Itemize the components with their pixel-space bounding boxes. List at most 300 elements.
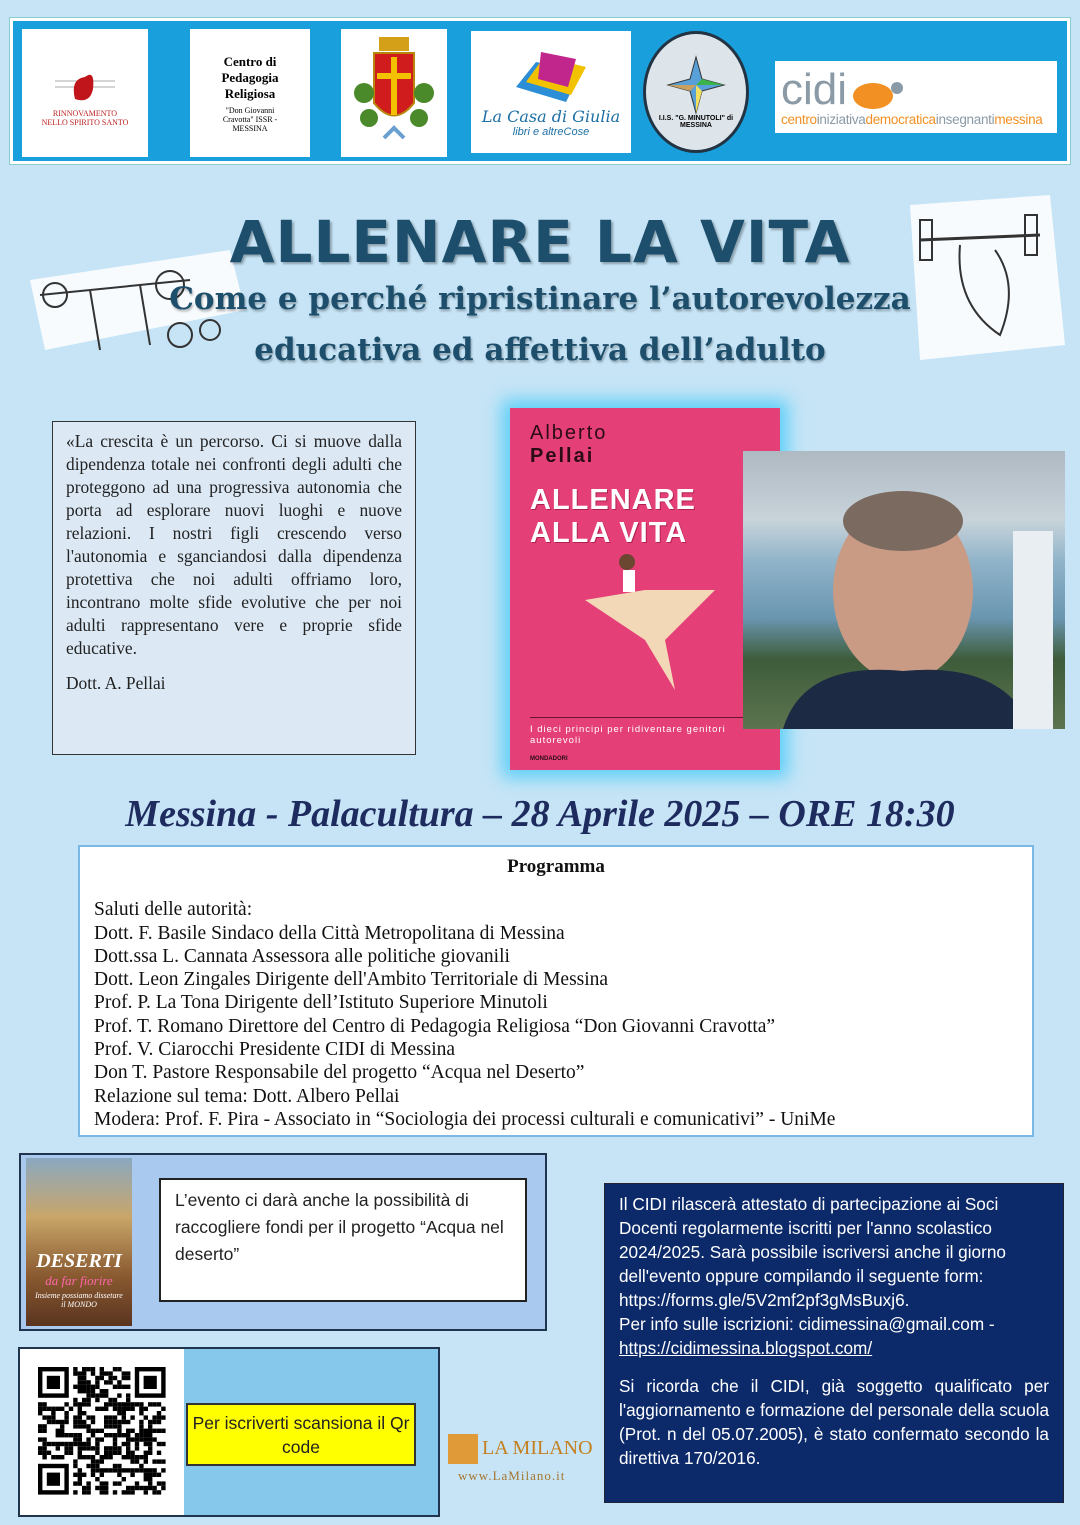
qr-module — [113, 1402, 117, 1406]
qr-module — [122, 1490, 126, 1494]
lamilano-logo-icon — [448, 1434, 478, 1464]
qr-module — [152, 1490, 156, 1494]
qr-module — [100, 1389, 104, 1393]
qr-module — [91, 1420, 95, 1424]
cidi-blog-link[interactable]: https://cidimessina.blogspot.com/ — [619, 1338, 873, 1358]
qr-module — [161, 1429, 165, 1433]
qr-module — [51, 1442, 55, 1446]
qr-module — [126, 1486, 130, 1490]
qr-module — [91, 1433, 95, 1437]
qr-module — [148, 1424, 152, 1428]
qr-module — [73, 1367, 77, 1371]
qr-module — [56, 1446, 60, 1450]
qr-module — [82, 1490, 86, 1494]
qr-module — [144, 1442, 148, 1446]
qr-module — [148, 1437, 152, 1441]
qr-module — [117, 1451, 121, 1455]
qr-module — [144, 1455, 148, 1459]
qr-module — [122, 1407, 126, 1411]
qr-module — [73, 1481, 77, 1485]
qr-module — [135, 1433, 139, 1437]
qr-module — [95, 1398, 99, 1402]
qr-module — [78, 1442, 82, 1446]
deserti-book-cover: DESERTI da far fiorire Insieme possiamo dissetare il MONDO — [26, 1158, 132, 1326]
qr-module — [78, 1446, 82, 1450]
qr-module — [157, 1402, 161, 1406]
qr-module — [47, 1442, 51, 1446]
qr-module — [144, 1437, 148, 1441]
qr-module — [91, 1389, 95, 1393]
qr-module — [113, 1385, 117, 1389]
qr-module — [91, 1459, 95, 1463]
qr-module — [60, 1429, 64, 1433]
qr-module — [144, 1429, 148, 1433]
qr-module — [100, 1490, 104, 1494]
qr-module — [117, 1367, 121, 1371]
qr-module — [38, 1407, 42, 1411]
programma-heading: Programma — [507, 856, 605, 877]
qr-module — [82, 1376, 86, 1380]
qr-module — [130, 1473, 134, 1477]
qr-module — [157, 1411, 161, 1415]
qr-module — [78, 1385, 82, 1389]
qr-module — [78, 1411, 82, 1415]
qr-module — [82, 1424, 86, 1428]
qr-module — [38, 1446, 42, 1450]
qr-module — [64, 1415, 68, 1419]
qr-module — [42, 1429, 46, 1433]
turtle-icon — [847, 70, 907, 110]
qr-module — [86, 1398, 90, 1402]
qr-module — [148, 1473, 152, 1477]
qr-module — [104, 1393, 108, 1397]
cidi-info-qualifica: Si ricorda che il CIDI, già soggetto qualificato per l'aggiornamento e formazione del personale della scuola (Prot. n del 05.07.2005), è stato confermato secondo la direttiva 170/2016. — [619, 1376, 1049, 1468]
qr-module — [135, 1486, 139, 1490]
qr-module — [82, 1402, 86, 1406]
qr-module — [113, 1407, 117, 1411]
qr-module — [86, 1481, 90, 1485]
minutoli-logo: I.I.S. "G. MINUTOLI" di MESSINA — [643, 31, 749, 153]
qr-module — [38, 1437, 42, 1441]
qr-module — [113, 1451, 117, 1455]
qr-module — [126, 1407, 130, 1411]
qr-module — [38, 1402, 42, 1406]
qr-module — [60, 1420, 64, 1424]
qr-module — [69, 1407, 73, 1411]
qr-module — [104, 1468, 108, 1472]
qr-module — [78, 1389, 82, 1393]
qr-module — [56, 1420, 60, 1424]
qr-module — [161, 1481, 165, 1485]
qr-module — [82, 1371, 86, 1375]
casa-di-giulia-logo: La Casa di Giulia libri e altreCose — [471, 31, 631, 153]
dove-icon — [55, 59, 115, 109]
qr-module — [64, 1442, 68, 1446]
qr-module — [100, 1481, 104, 1485]
qr-code[interactable] — [20, 1349, 184, 1515]
qr-module — [139, 1420, 143, 1424]
subtitle-line-2: educativa ed affettiva dell’adulto — [254, 332, 826, 368]
qr-module — [73, 1442, 77, 1446]
qr-module — [78, 1424, 82, 1428]
qr-module — [130, 1437, 134, 1441]
qr-module — [108, 1415, 112, 1419]
qr-module — [148, 1446, 152, 1450]
qr-module — [104, 1380, 108, 1384]
qr-module — [64, 1446, 68, 1450]
qr-module — [126, 1420, 130, 1424]
qr-module — [117, 1429, 121, 1433]
qr-module — [82, 1367, 86, 1371]
qr-module — [104, 1455, 108, 1459]
qr-module — [117, 1420, 121, 1424]
qr-module — [104, 1446, 108, 1450]
qr-module — [108, 1420, 112, 1424]
qr-module — [86, 1455, 90, 1459]
qr-module — [117, 1424, 121, 1428]
qr-module — [78, 1433, 82, 1437]
qr-module — [117, 1411, 121, 1415]
qr-module — [144, 1477, 148, 1481]
qr-module — [135, 1442, 139, 1446]
qr-module — [157, 1451, 161, 1455]
qr-module — [113, 1490, 117, 1494]
qr-module — [100, 1376, 104, 1380]
qr-module — [135, 1455, 139, 1459]
qr-module — [51, 1420, 55, 1424]
qr-module — [95, 1468, 99, 1472]
qr-module — [73, 1433, 77, 1437]
cidi-info-attestato: Il CIDI rilascerà attestato di partecipazione ai Soci Docenti regolarmente iscritti per l'anno scolastico 2024/2025. Sarà possibile iscriversi anche il giorno dell'evento oppure compilando il seguente form: https://forms.gle/5V2mf2pf3gMsBuxj6. — [619, 1194, 1006, 1310]
qr-module — [78, 1455, 82, 1459]
qr-finder-module — [47, 1473, 60, 1486]
qr-module — [86, 1429, 90, 1433]
qr-module — [95, 1486, 99, 1490]
qr-module — [113, 1446, 117, 1450]
qr-module — [69, 1442, 73, 1446]
qr-module — [152, 1437, 156, 1441]
qr-module — [135, 1459, 139, 1463]
qr-module — [161, 1486, 165, 1490]
qr-module — [73, 1437, 77, 1441]
qr-module — [104, 1451, 108, 1455]
qr-module — [126, 1398, 130, 1402]
qr-module — [100, 1407, 104, 1411]
qr-module — [95, 1437, 99, 1441]
qr-module — [148, 1451, 152, 1455]
qr-module — [144, 1473, 148, 1477]
qr-module — [64, 1451, 68, 1455]
programma-item: Moderа: Prof. F. Pira - Associato in “Sociologia dei processi culturali e comunicativi” - UniMe — [94, 1108, 836, 1130]
qr-module — [108, 1468, 112, 1472]
qr-module — [100, 1459, 104, 1463]
qr-module — [42, 1402, 46, 1406]
qr-module — [113, 1415, 117, 1419]
qr-module — [139, 1429, 143, 1433]
programma-item: Prof. P. La Tona Dirigente dell’Istituto Superiore Minutoli — [94, 992, 548, 1014]
qr-module — [135, 1481, 139, 1485]
centro-pedagogia-logo: Centro di Pedagogia Religiosa "Don Giovanni Cravotta" ISSR - MESSINA — [190, 29, 310, 157]
qr-module — [95, 1459, 99, 1463]
qr-module — [104, 1415, 108, 1419]
messina-coat-of-arms — [341, 29, 447, 157]
qr-module — [86, 1367, 90, 1371]
qr-module — [122, 1442, 126, 1446]
qr-module — [161, 1442, 165, 1446]
programma-item: Prof. V. Ciarocchi Presidente CIDI di Messina — [94, 1039, 456, 1061]
qr-module — [86, 1437, 90, 1441]
qr-module — [148, 1433, 152, 1437]
qr-module — [104, 1490, 108, 1494]
qr-module — [64, 1433, 68, 1437]
qr-module — [95, 1393, 99, 1397]
qr-module — [86, 1446, 90, 1450]
qr-module — [91, 1473, 95, 1477]
qr-module — [108, 1424, 112, 1428]
qr-module — [108, 1371, 112, 1375]
qr-module — [95, 1464, 99, 1468]
qr-module — [117, 1481, 121, 1485]
qr-module — [42, 1451, 46, 1455]
qr-module — [117, 1433, 121, 1437]
qr-module — [78, 1420, 82, 1424]
qr-module — [144, 1451, 148, 1455]
qr-module — [86, 1424, 90, 1428]
qr-module — [152, 1415, 156, 1419]
qr-module — [152, 1459, 156, 1463]
qr-module — [139, 1407, 143, 1411]
qr-module — [42, 1442, 46, 1446]
qr-module — [95, 1380, 99, 1384]
qr-module — [104, 1407, 108, 1411]
qr-module — [126, 1446, 130, 1450]
qr-module — [56, 1429, 60, 1433]
qr-module — [139, 1437, 143, 1441]
qr-module — [130, 1490, 134, 1494]
qr-module — [78, 1415, 82, 1419]
programma-item: Don T. Pastore Responsabile del progetto “Acqua nel Deserto” — [94, 1062, 585, 1084]
qr-module — [122, 1415, 126, 1419]
qr-module — [86, 1385, 90, 1389]
qr-module — [82, 1455, 86, 1459]
qr-module — [38, 1411, 42, 1415]
qr-module — [122, 1376, 126, 1380]
qr-module — [117, 1407, 121, 1411]
qr-module — [130, 1429, 134, 1433]
qr-module — [78, 1402, 82, 1406]
cidi-info-contact: Per info sulle iscrizioni: cidimessina@gmail.com - — [619, 1314, 995, 1334]
qr-module — [95, 1446, 99, 1450]
qr-module — [51, 1415, 55, 1419]
qr-module — [113, 1367, 117, 1371]
qr-module — [108, 1376, 112, 1380]
qr-module — [73, 1473, 77, 1477]
qr-module — [78, 1481, 82, 1485]
qr-module — [126, 1371, 130, 1375]
qr-module — [104, 1371, 108, 1375]
qr-module — [73, 1420, 77, 1424]
qr-module — [47, 1415, 51, 1419]
event-date-location: Messina - Palacultura – 28 Aprile 2025 – ORE 18:30 — [125, 793, 955, 835]
qr-module — [78, 1437, 82, 1441]
book-icon — [506, 47, 596, 107]
origami-bird-illustration — [585, 550, 725, 700]
qr-module — [108, 1451, 112, 1455]
qr-module — [152, 1429, 156, 1433]
quote-author: Dott. A. Pellai — [66, 673, 166, 693]
programma-item: Relazione sul tema: Dott. Albero Pellai — [94, 1085, 400, 1107]
qr-module — [82, 1389, 86, 1393]
qr-module — [122, 1402, 126, 1406]
programma-item: Prof. T. Romano Direttore del Centro di Pedagogia Religiosa “Don Giovanni Cravotta” — [94, 1015, 776, 1037]
programma-item: Dott. Leon Zingales Dirigente dell'Ambito Territoriale di Messina — [94, 969, 609, 991]
qr-module — [82, 1486, 86, 1490]
qr-module — [157, 1481, 161, 1485]
qr-module — [104, 1481, 108, 1485]
qr-module — [86, 1402, 90, 1406]
qr-module — [148, 1402, 152, 1406]
qr-module — [86, 1486, 90, 1490]
qr-module — [95, 1451, 99, 1455]
qr-module — [117, 1473, 121, 1477]
qr-module — [144, 1486, 148, 1490]
qr-module — [38, 1451, 42, 1455]
qr-module — [78, 1473, 82, 1477]
qr-module — [100, 1393, 104, 1397]
qr-module — [73, 1385, 77, 1389]
qr-module — [82, 1380, 86, 1384]
programma-box — [78, 845, 1034, 1137]
qr-module — [82, 1420, 86, 1424]
qr-module — [144, 1415, 148, 1419]
qr-module — [148, 1468, 152, 1472]
qr-module — [82, 1411, 86, 1415]
qr-module — [42, 1415, 46, 1419]
qr-module — [47, 1420, 51, 1424]
qr-module — [64, 1420, 68, 1424]
rinnovamento-logo: RINNOVAMENTO NELLO SPIRITO SANTO — [22, 29, 148, 157]
qr-module — [157, 1420, 161, 1424]
qr-module — [108, 1402, 112, 1406]
qr-module — [113, 1481, 117, 1485]
programma-list — [94, 898, 1018, 1131]
qr-module — [152, 1420, 156, 1424]
book-cover: Alberto Pellai ALLENARE ALLA VITA I dieci principi per ridiventare genitori autorevoli MONDADORI — [510, 408, 780, 770]
qr-module — [91, 1393, 95, 1397]
qr-module — [161, 1468, 165, 1472]
qr-module — [139, 1424, 143, 1428]
qr-module — [60, 1433, 64, 1437]
qr-module — [122, 1468, 126, 1472]
qr-instruction-label: Per iscriverti scansiona il Qr code — [186, 1403, 416, 1466]
qr-module — [95, 1429, 99, 1433]
qr-module — [157, 1429, 161, 1433]
qr-module — [91, 1455, 95, 1459]
qr-module — [56, 1433, 60, 1437]
qr-module — [122, 1420, 126, 1424]
qr-module — [73, 1490, 77, 1494]
programma-item: Saluti delle autorità: — [94, 899, 253, 921]
qr-module — [108, 1455, 112, 1459]
qr-module — [117, 1393, 121, 1397]
qr-module — [117, 1464, 121, 1468]
qr-module — [108, 1380, 112, 1384]
qr-finder-module — [47, 1376, 60, 1389]
qr-module — [91, 1415, 95, 1419]
qr-module — [148, 1486, 152, 1490]
cidi-info-box — [604, 1183, 1064, 1503]
qr-module — [157, 1459, 161, 1463]
qr-module — [161, 1407, 165, 1411]
qr-module — [100, 1473, 104, 1477]
qr-module — [113, 1424, 117, 1428]
qr-module — [82, 1473, 86, 1477]
qr-module — [144, 1433, 148, 1437]
qr-module — [126, 1402, 130, 1406]
qr-module — [73, 1398, 77, 1402]
qr-module — [91, 1446, 95, 1450]
qr-module — [91, 1429, 95, 1433]
qr-module — [139, 1402, 143, 1406]
qr-module — [100, 1429, 104, 1433]
qr-module — [130, 1486, 134, 1490]
qr-module — [113, 1437, 117, 1441]
qr-module — [86, 1380, 90, 1384]
qr-module — [130, 1402, 134, 1406]
qr-module — [100, 1367, 104, 1371]
qr-module — [95, 1477, 99, 1481]
qr-module — [42, 1437, 46, 1441]
qr-module — [113, 1442, 117, 1446]
qr-module — [130, 1451, 134, 1455]
qr-module — [100, 1371, 104, 1375]
qr-module — [60, 1424, 64, 1428]
author-photo — [743, 451, 1065, 729]
qr-module — [122, 1433, 126, 1437]
qr-module — [122, 1455, 126, 1459]
qr-module — [69, 1451, 73, 1455]
qr-module — [86, 1389, 90, 1393]
qr-module — [113, 1376, 117, 1380]
qr-module — [126, 1451, 130, 1455]
qr-module — [126, 1376, 130, 1380]
qr-module — [73, 1424, 77, 1428]
programma-item: Dott.ssa L. Cannata Assessora alle politiche giovanili — [94, 945, 510, 967]
qr-module — [86, 1490, 90, 1494]
qr-module — [64, 1411, 68, 1415]
qr-module — [51, 1407, 55, 1411]
qr-module — [113, 1398, 117, 1402]
qr-module — [152, 1402, 156, 1406]
qr-module — [148, 1477, 152, 1481]
qr-module — [130, 1468, 134, 1472]
qr-module — [78, 1380, 82, 1384]
qr-module — [73, 1402, 77, 1406]
qr-module — [91, 1371, 95, 1375]
coat-of-arms-icon — [349, 33, 439, 153]
qr-module — [104, 1433, 108, 1437]
qr-module — [148, 1429, 152, 1433]
qr-module — [126, 1442, 130, 1446]
qr-module — [56, 1407, 60, 1411]
qr-module — [122, 1477, 126, 1481]
qr-module — [148, 1420, 152, 1424]
qr-module — [95, 1385, 99, 1389]
compass-star-icon — [666, 55, 726, 115]
qr-module — [73, 1371, 77, 1375]
qr-module — [139, 1455, 143, 1459]
qr-finder-module — [144, 1376, 157, 1389]
